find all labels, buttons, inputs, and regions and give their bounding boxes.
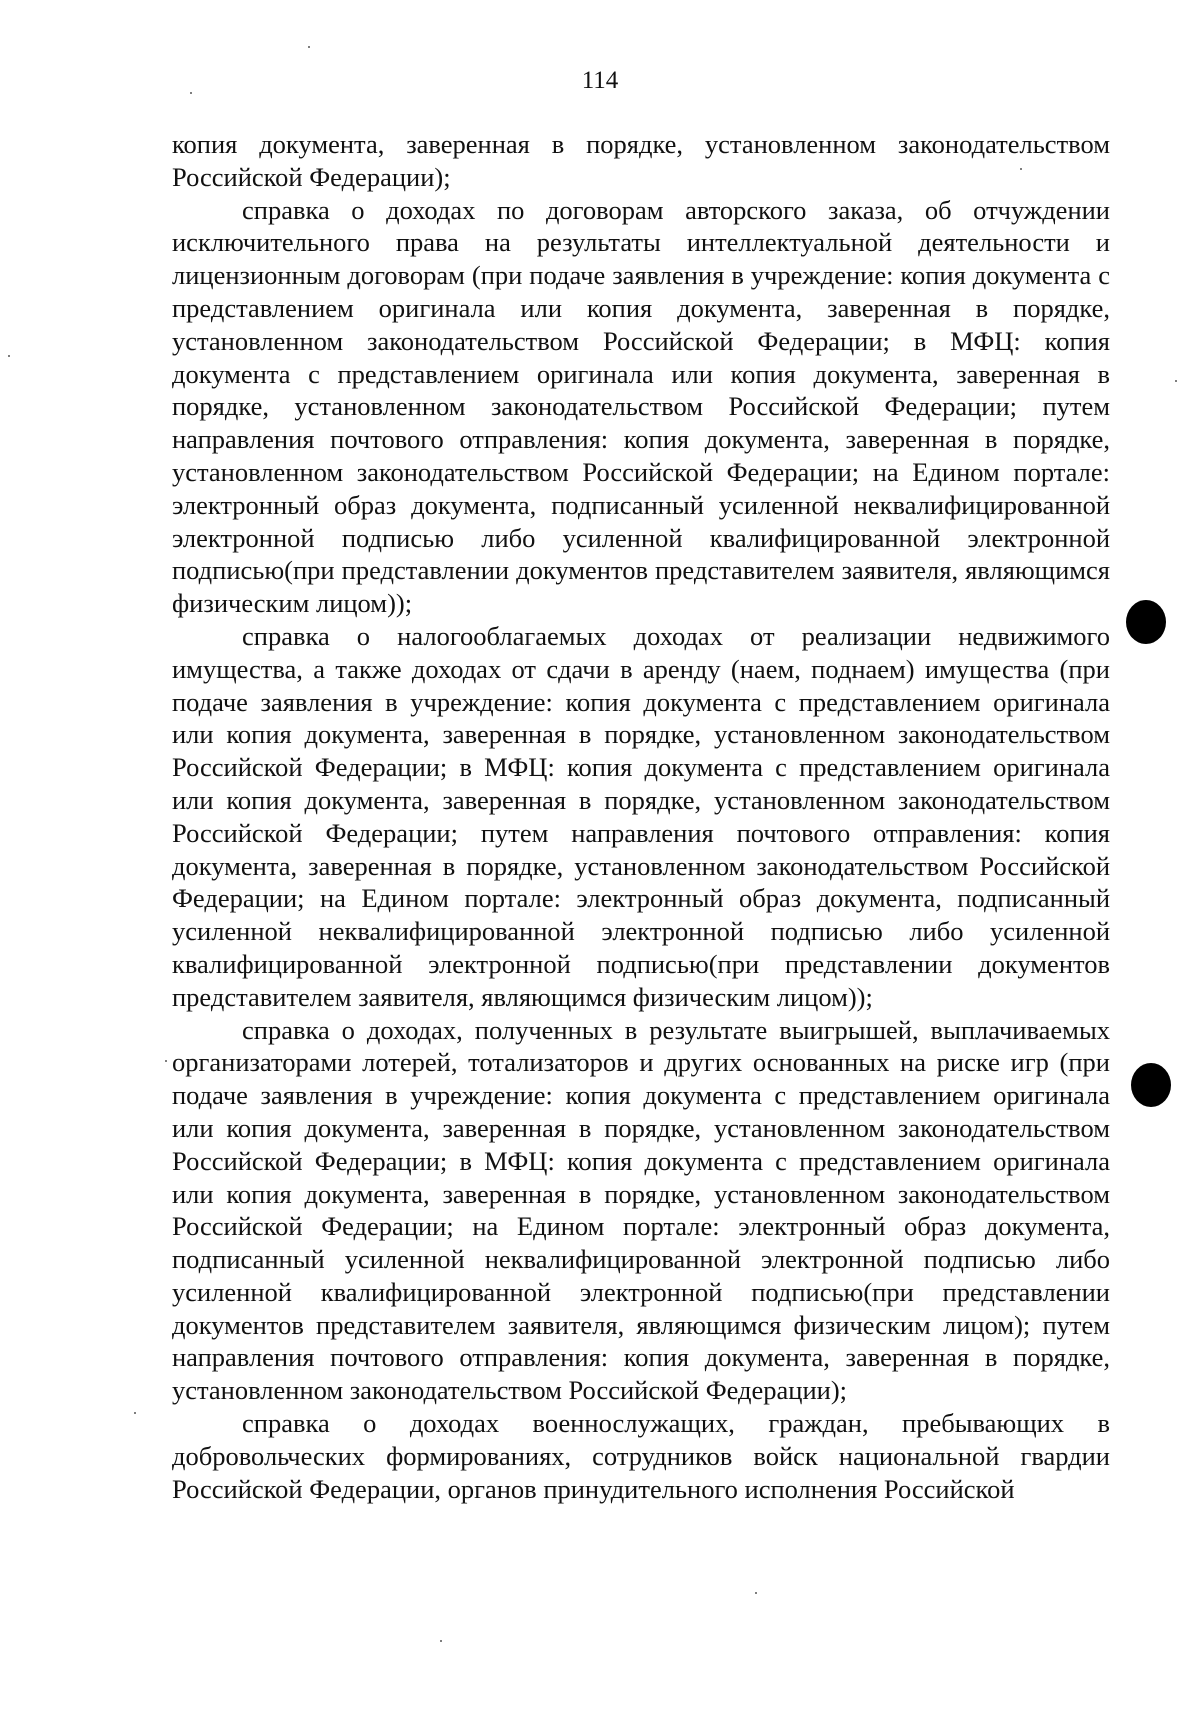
punch-hole-mark [1126, 600, 1166, 644]
scan-speck [8, 355, 10, 357]
paragraph-real-estate-income: справка о налогооблагаемых доходах от реализации недвижимого имущества, а также доходах от сдачи в аренду (наем, поднаем) имущества (при подаче заявления в учреждение: копия документа с представлением оригинала или копия документа, заверенная в порядке, установленном законодательством Российской Федерации; в МФЦ: копия документа с представлением оригинала или копия документа, заверенная в порядке, установленном законодательством Российской Федерации; путем направления почтового отправления: копия документа, заверенная в порядке, установленном законодательством Российской Федерации; на Едином портале: электронный образ документа, подписанный усиленной неквалифицированной электронной подписью либо усиленной квалифицированной электронной подписью(при представлении документов представителем заявителя, являющимся физическим лицом)); [172, 620, 1110, 1012]
document-body [172, 128, 1110, 1505]
scan-speck [190, 92, 192, 94]
scan-speck [134, 1412, 136, 1414]
scan-speck [755, 1592, 757, 1594]
page-number: 114 [581, 67, 619, 94]
scan-speck [440, 1640, 442, 1642]
paragraph-lottery-winnings: справка о доходах, полученных в результате выигрышей, выплачиваемых организаторами лотерей, тотализаторов и других основанных на риске игр (при подаче заявления в учреждение: копия документа с представлением оригинала или копия документа, заверенная в порядке, установленном законодательством Российской Федерации; в МФЦ: копия документа с представлением оригинала или копия документа, заверенная в порядке, установленном законодательством Российской Федерации; на Едином портале: электронный образ документа, подписанный усиленной неквалифицированной электронной подписью либо усиленной квалифицированной электронной подписью(при представлении документов представителем заявителя, являющимся физическим лицом); путем направления почтового отправления: копия документа, заверенная в порядке, установленном законодательством Российской Федерации); [172, 1014, 1110, 1406]
punch-hole-mark [1131, 1063, 1171, 1107]
paragraph-military-income: справка о доходах военнослужащих, граждан, пребывающих в добровольческих формированиях, сотрудников войск национальной гвардии Российской Федерации, органов принудительного исполнения Российской [172, 1408, 1110, 1504]
paragraph-continuation: копия документа, заверенная в порядке, установленном законодательством Российской Федерации); [172, 129, 1110, 192]
paragraph-copyright-income: справка о доходах по договорам авторского заказа, об отчуждении исключительного права на результаты интеллектуальной деятельности и лицензионным договорам (при подаче заявления в учреждение: копия документа с представлением оригинала или копия документа, заверенная в порядке, установленном законодательством Российской Федерации; в МФЦ: копия документа с представлением оригинала или копия документа, заверенная в порядке, установленном законодательством Российской Федерации; путем направления почтового отправления: копия документа, заверенная в порядке, установленном законодательством Российской Федерации; на Едином портале: электронный образ документа, подписанный усиленной неквалифицированной электронной подписью либо усиленной квалифицированной электронной подписью(при представлении документов представителем заявителя, являющимся физическим лицом)); [172, 194, 1110, 619]
scan-speck [308, 46, 310, 48]
scan-speck [1175, 380, 1177, 382]
scan-speck [165, 1060, 167, 1062]
scan-speck [1020, 168, 1022, 170]
